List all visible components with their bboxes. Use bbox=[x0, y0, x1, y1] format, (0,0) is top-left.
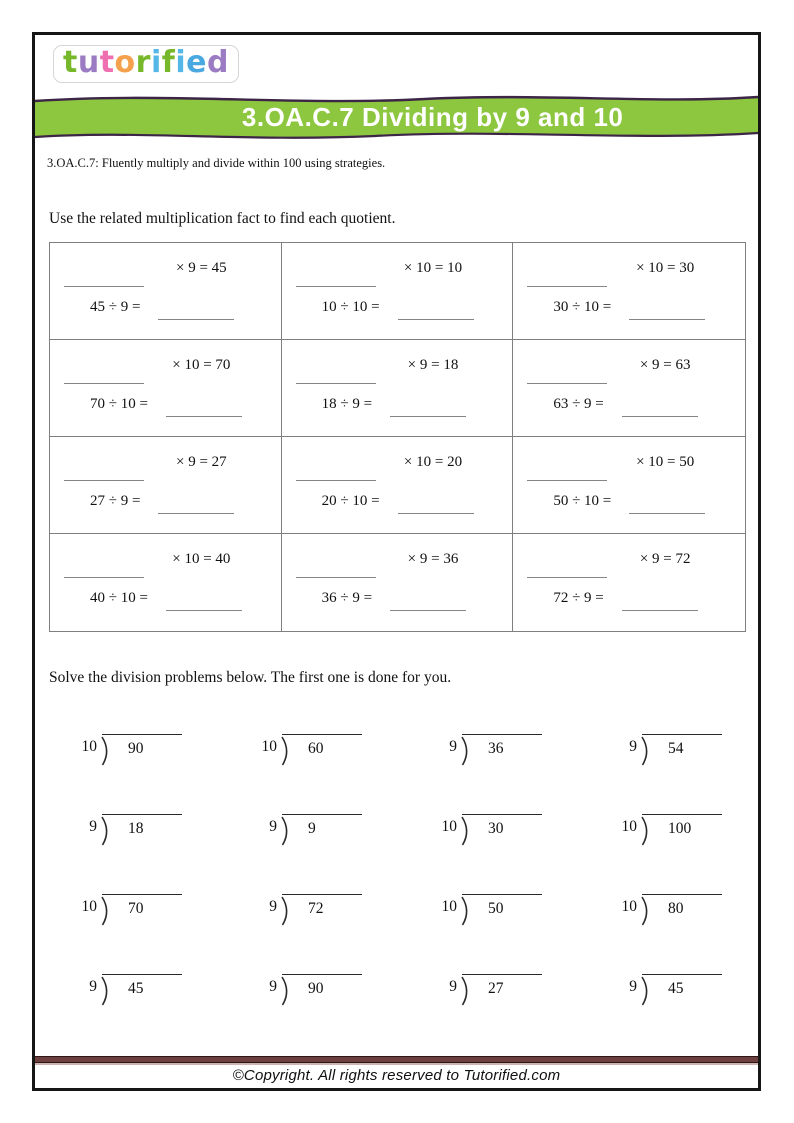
division-row bbox=[282, 587, 513, 607]
logo-letter: f bbox=[161, 45, 176, 80]
long-division-problem bbox=[603, 974, 783, 1007]
multiplication-fact: × 10 = 40 bbox=[172, 551, 231, 567]
answer-blank bbox=[527, 383, 607, 384]
multiplication-fact: × 10 = 50 bbox=[636, 454, 695, 470]
division-expression: 20 ÷ 10 = bbox=[321, 493, 380, 509]
long-division-problem bbox=[603, 814, 783, 847]
multiplication-fact: × 9 = 18 bbox=[407, 357, 459, 373]
dividend: 90 bbox=[102, 734, 182, 758]
dividend: 45 bbox=[102, 974, 182, 998]
footer-divider-bar bbox=[35, 1056, 758, 1063]
division-row bbox=[513, 490, 745, 510]
answer-blank bbox=[527, 480, 607, 481]
dividend: 45 bbox=[642, 974, 722, 998]
divisor: 10 bbox=[261, 738, 277, 755]
fact-cell bbox=[50, 243, 282, 340]
division-row bbox=[513, 296, 745, 316]
division-expression: 30 ÷ 10 = bbox=[553, 299, 612, 315]
long-division-problem bbox=[423, 814, 603, 847]
long-division-problem bbox=[243, 814, 423, 847]
answer-blank bbox=[64, 383, 144, 384]
answer-blank bbox=[64, 577, 144, 578]
answer-blank bbox=[166, 596, 242, 611]
answer-blank bbox=[296, 480, 376, 481]
answer-blank bbox=[622, 402, 698, 417]
answer-blank bbox=[296, 577, 376, 578]
long-division-problem bbox=[63, 734, 243, 767]
page-title: 3.OA.C.7 Dividing by 9 and 10 bbox=[241, 102, 624, 132]
multiplication-fact: × 10 = 70 bbox=[172, 357, 231, 373]
division-row bbox=[513, 393, 745, 413]
answer-blank bbox=[398, 305, 474, 320]
division-row bbox=[50, 490, 281, 510]
divisor: 9 bbox=[629, 978, 637, 995]
division-expression: 40 ÷ 10 = bbox=[90, 590, 148, 606]
long-division-problem bbox=[243, 894, 423, 927]
dividend: 54 bbox=[642, 734, 722, 758]
divisor: 9 bbox=[269, 818, 277, 835]
logo-letter: u bbox=[77, 45, 100, 80]
fact-cell bbox=[282, 243, 514, 340]
division-expression: 36 ÷ 9 = bbox=[321, 590, 373, 606]
answer-blank bbox=[158, 305, 234, 320]
long-division-problem bbox=[603, 734, 783, 767]
dividend: 72 bbox=[282, 894, 362, 918]
divisor: 9 bbox=[89, 978, 97, 995]
answer-blank bbox=[527, 577, 607, 578]
answer-blank bbox=[622, 596, 698, 611]
division-expression: 70 ÷ 10 = bbox=[90, 396, 148, 412]
dividend: 36 bbox=[462, 734, 542, 758]
dividend: 50 bbox=[462, 894, 542, 918]
dividend: 80 bbox=[642, 894, 722, 918]
logo-row bbox=[53, 45, 758, 83]
fact-cell bbox=[50, 437, 282, 534]
answer-blank bbox=[158, 499, 234, 514]
divisor: 9 bbox=[269, 978, 277, 995]
dividend: 60 bbox=[282, 734, 362, 758]
long-division-problem bbox=[243, 734, 423, 767]
divisor: 9 bbox=[629, 738, 637, 755]
long-division-problem bbox=[63, 974, 243, 1007]
division-row bbox=[50, 587, 281, 607]
answer-blank bbox=[398, 499, 474, 514]
division-row bbox=[282, 296, 513, 316]
division-row bbox=[282, 490, 513, 510]
long-division-problem bbox=[63, 894, 243, 927]
tutorified-logo bbox=[53, 45, 239, 83]
dividend: 27 bbox=[462, 974, 542, 998]
fact-cell bbox=[282, 534, 514, 631]
multiplication-fact: × 9 = 36 bbox=[407, 551, 459, 567]
divisor: 10 bbox=[621, 898, 637, 915]
long-division-problem bbox=[63, 814, 243, 847]
fact-cell bbox=[513, 437, 745, 534]
division-expression: 45 ÷ 9 = bbox=[90, 299, 141, 315]
answer-blank bbox=[64, 286, 144, 287]
logo-letter: d bbox=[206, 45, 229, 80]
long-division-problem bbox=[603, 894, 783, 927]
answer-blank bbox=[390, 402, 466, 417]
division-expression: 72 ÷ 9 = bbox=[553, 590, 604, 606]
dividend: 90 bbox=[282, 974, 362, 998]
multiplication-fact: × 9 = 45 bbox=[175, 260, 227, 276]
worksheet-page bbox=[32, 32, 761, 1091]
answer-blank bbox=[296, 286, 376, 287]
divisor: 10 bbox=[81, 898, 97, 915]
divisor: 9 bbox=[89, 818, 97, 835]
multiplication-fact: × 10 = 30 bbox=[636, 260, 695, 276]
multiplication-fact-table bbox=[49, 242, 746, 632]
divisor: 9 bbox=[269, 898, 277, 915]
fact-cell bbox=[513, 534, 745, 631]
fact-cell bbox=[282, 340, 514, 437]
divisor: 9 bbox=[449, 978, 457, 995]
division-expression: 50 ÷ 10 = bbox=[553, 493, 612, 509]
division-expression: 10 ÷ 10 = bbox=[321, 299, 380, 315]
dividend: 30 bbox=[462, 814, 542, 838]
division-expression: 18 ÷ 9 = bbox=[321, 396, 373, 412]
long-division-problem bbox=[423, 974, 603, 1007]
divisor: 10 bbox=[621, 818, 637, 835]
answer-blank bbox=[296, 383, 376, 384]
long-division-problem bbox=[243, 974, 423, 1007]
divisor: 9 bbox=[449, 738, 457, 755]
logo-letter: i bbox=[175, 45, 187, 80]
logo-letter: e bbox=[186, 45, 207, 80]
division-expression: 27 ÷ 9 = bbox=[90, 493, 141, 509]
answer-blank bbox=[166, 402, 242, 417]
footer bbox=[35, 1056, 758, 1088]
division-row bbox=[513, 587, 745, 607]
fact-cell bbox=[50, 534, 282, 631]
multiplication-fact: × 9 = 27 bbox=[175, 454, 227, 470]
divisor: 10 bbox=[81, 738, 97, 755]
answer-blank bbox=[629, 305, 705, 320]
division-row bbox=[50, 296, 281, 316]
logo-letter: i bbox=[150, 45, 162, 80]
divisor: 10 bbox=[441, 898, 457, 915]
logo-letter: t bbox=[99, 45, 115, 80]
answer-blank bbox=[629, 499, 705, 514]
division-row bbox=[282, 393, 513, 413]
multiplication-fact: × 9 = 72 bbox=[639, 551, 691, 567]
multiplication-fact: × 9 = 63 bbox=[639, 357, 691, 373]
long-division-grid bbox=[63, 734, 758, 1007]
section1-instruction: Use the related multiplication fact to find each quotient. bbox=[49, 210, 396, 227]
section2-instruction: Solve the division problems below. The first one is done for you. bbox=[49, 669, 452, 686]
division-row bbox=[50, 393, 281, 413]
multiplication-fact: × 10 = 10 bbox=[403, 260, 463, 276]
fact-cell bbox=[513, 340, 745, 437]
fact-cell bbox=[513, 243, 745, 340]
fact-cell bbox=[282, 437, 514, 534]
divisor: 10 bbox=[441, 818, 457, 835]
long-division-problem bbox=[423, 734, 603, 767]
title-banner bbox=[35, 89, 758, 147]
logo-letter: t bbox=[63, 45, 78, 80]
logo-letter: o bbox=[114, 45, 136, 80]
answer-blank bbox=[527, 286, 607, 287]
multiplication-fact: × 10 = 20 bbox=[403, 454, 463, 470]
logo-letter: r bbox=[135, 45, 151, 80]
dividend: 9 bbox=[282, 814, 362, 838]
division-expression: 63 ÷ 9 = bbox=[553, 396, 604, 412]
dividend: 70 bbox=[102, 894, 182, 918]
answer-blank bbox=[64, 480, 144, 481]
long-division-problem bbox=[423, 894, 603, 927]
fact-cell bbox=[50, 340, 282, 437]
dividend: 100 bbox=[642, 814, 722, 838]
dividend: 18 bbox=[102, 814, 182, 838]
answer-blank bbox=[390, 596, 466, 611]
copyright-text: ©Copyright. All rights reserved to Tutorified.com bbox=[232, 1067, 561, 1084]
standard-description: 3.OA.C.7: Fluently multiply and divide within 100 using strategies. bbox=[47, 156, 386, 170]
